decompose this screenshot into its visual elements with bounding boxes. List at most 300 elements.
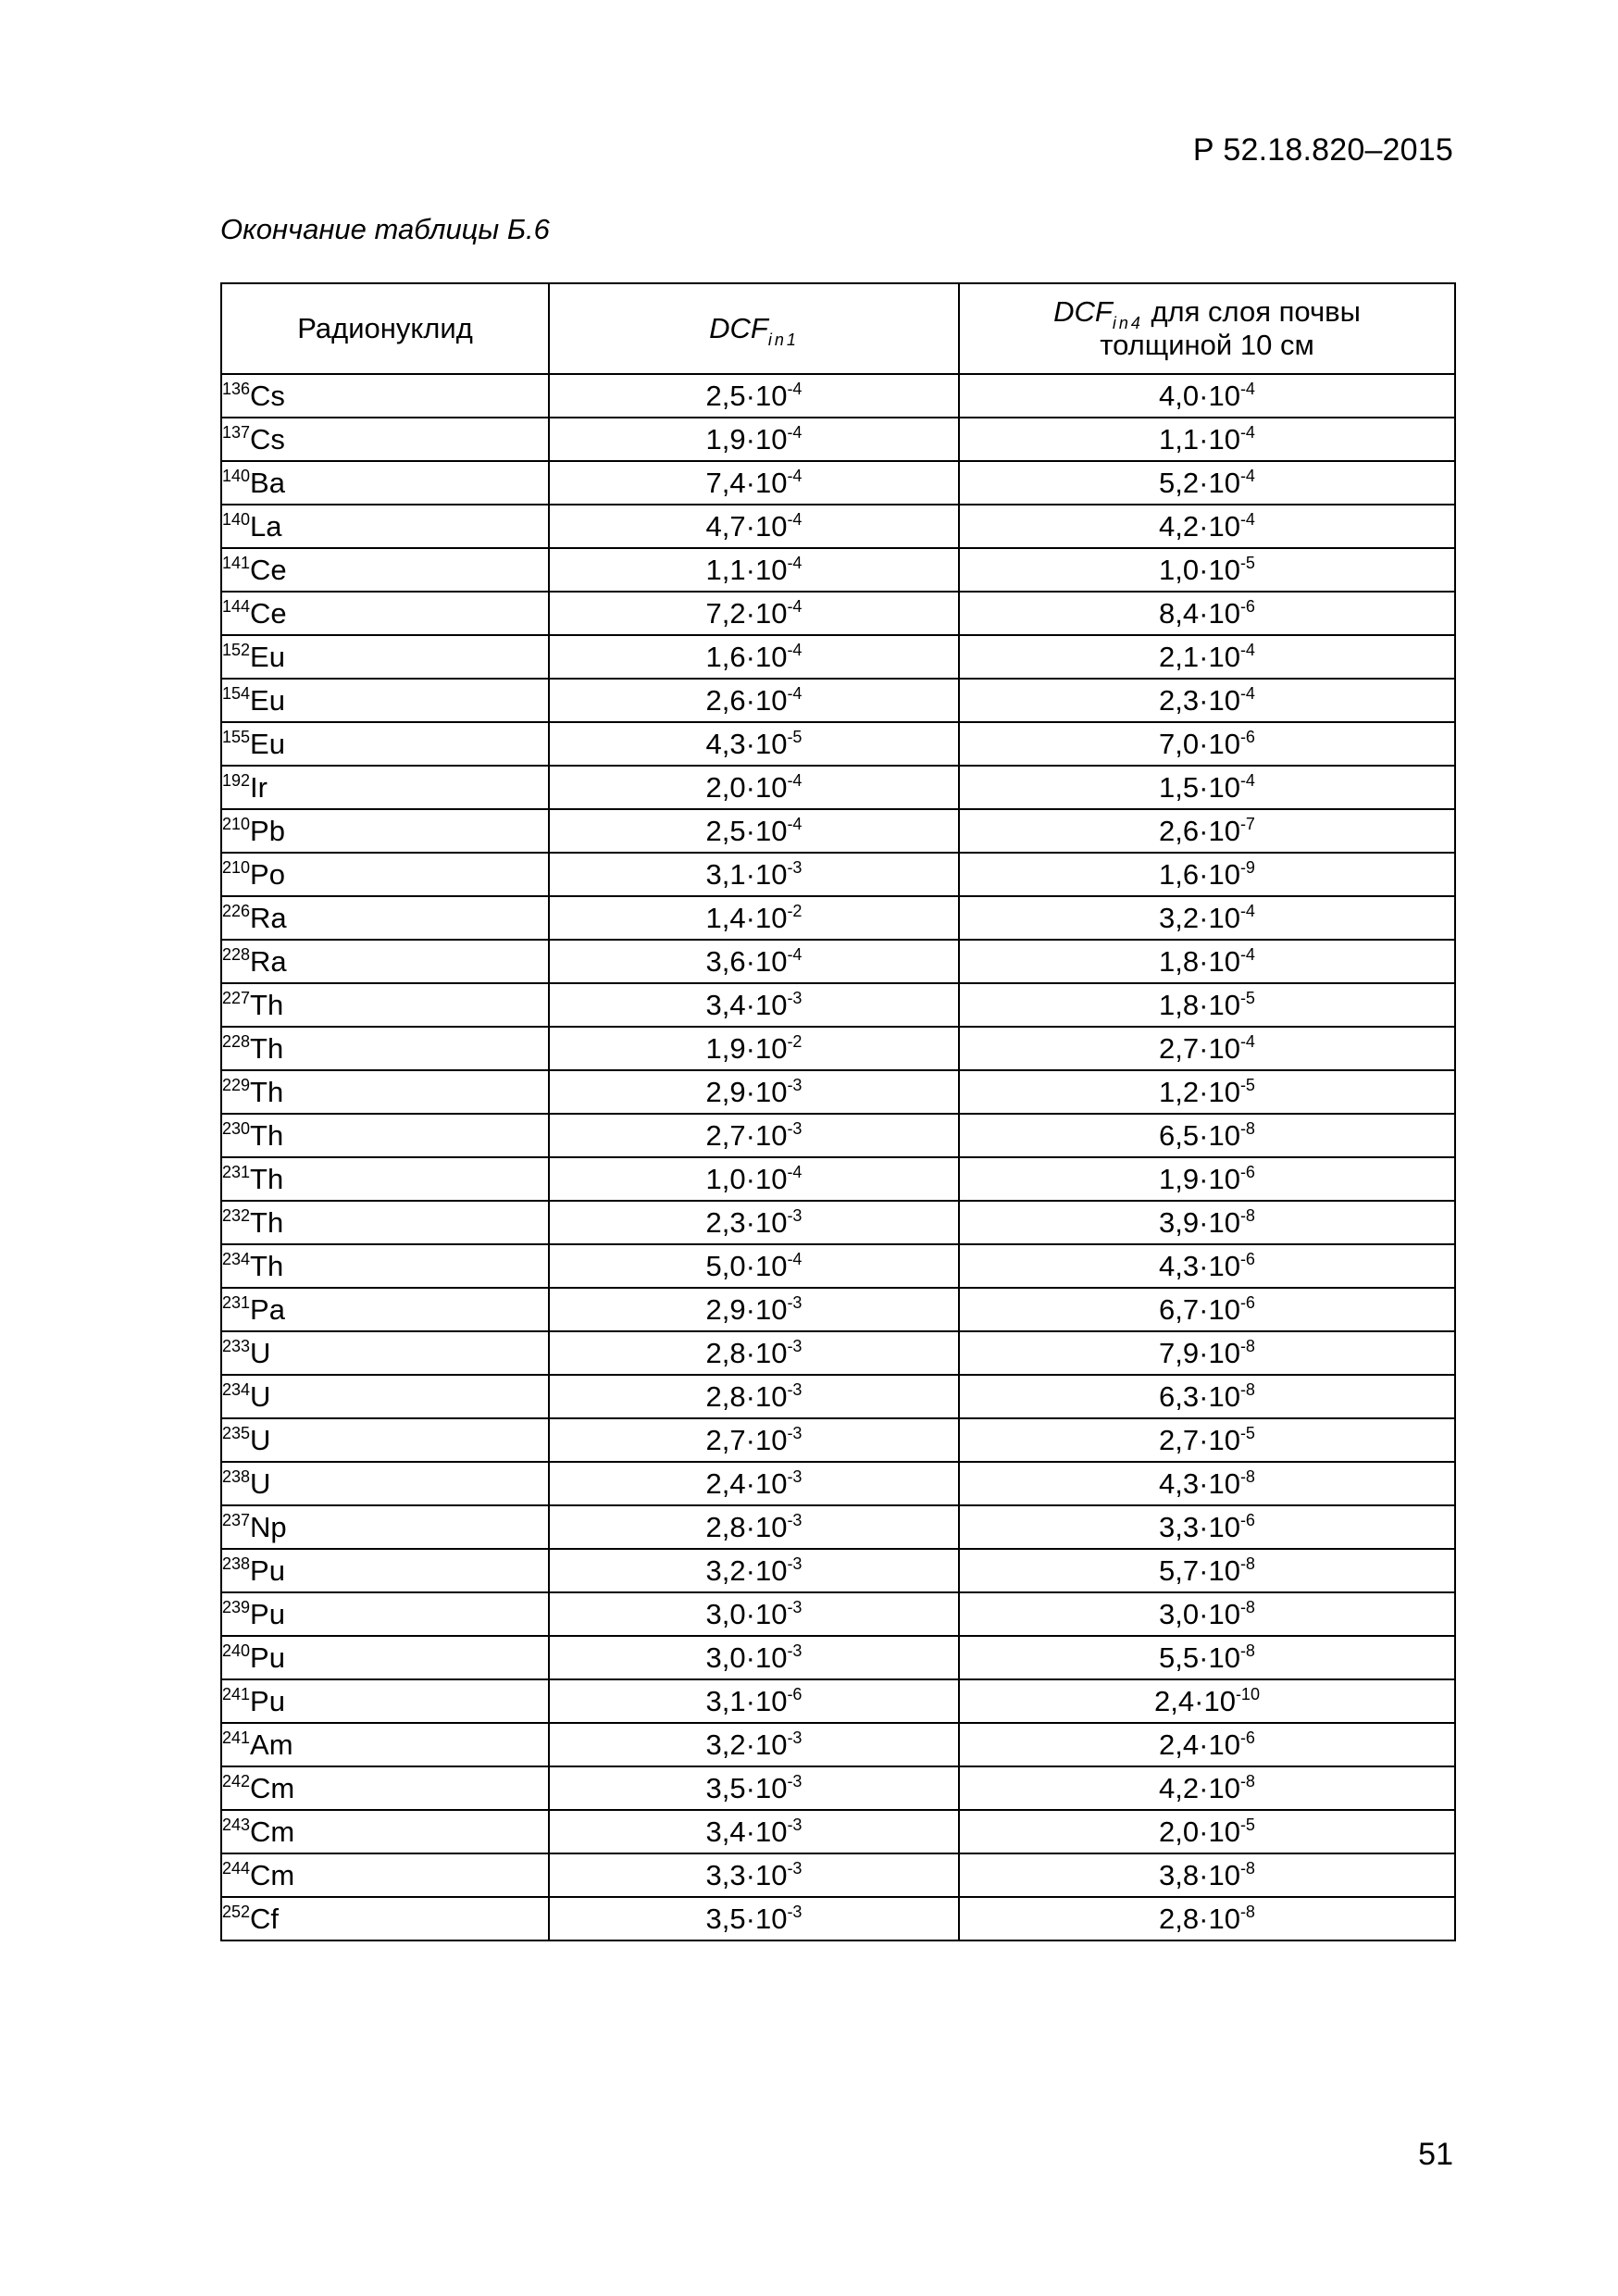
dcf-in4-cell xyxy=(959,548,1455,592)
dcf-in1-exponent: -4 xyxy=(787,684,803,703)
dcf-in1-mantissa: 2,9·10 xyxy=(705,1076,788,1108)
dcf-in1-exponent: -5 xyxy=(787,728,803,746)
radionuclide-cell xyxy=(221,1244,549,1288)
dcf-in1-exponent: -3 xyxy=(787,1293,803,1312)
dcf-in4-exponent: -8 xyxy=(1239,1772,1255,1791)
dcf-in1-mantissa: 4,3·10 xyxy=(705,728,788,760)
dcf-in1-mantissa: 1,0·10 xyxy=(705,1163,788,1195)
radionuclide-cell xyxy=(221,940,549,983)
dcf-in4-mantissa: 2,6·10 xyxy=(1159,815,1240,847)
dcf-in1-cell xyxy=(549,1897,959,1940)
mass-number: 141 xyxy=(222,554,251,572)
dcf-in1-exponent: -3 xyxy=(787,1728,803,1747)
dcf-in4-mantissa: 2,1·10 xyxy=(1159,641,1240,673)
radionuclide-cell xyxy=(221,1679,549,1723)
dcf-in4-mantissa: 3,0·10 xyxy=(1159,1598,1240,1630)
dcf-in4-cell xyxy=(959,1636,1455,1679)
dcf-in4-cell xyxy=(959,592,1455,635)
dcf-in4-mantissa: 1,8·10 xyxy=(1159,989,1240,1021)
mass-number: 242 xyxy=(222,1772,251,1791)
dcf-in1-mantissa: 2,4·10 xyxy=(705,1467,788,1500)
dcf-in4-cell xyxy=(959,1505,1455,1549)
dcf-in1-cell xyxy=(549,1157,959,1201)
dcf-in1-mantissa: 1,1·10 xyxy=(705,554,788,586)
dcf-in4-cell xyxy=(959,461,1455,505)
dcf-in4-cell xyxy=(959,1288,1455,1331)
radionuclide-cell xyxy=(221,592,549,635)
dcf-in4-exponent: -8 xyxy=(1239,1641,1255,1660)
dcf-in4-exponent: -4 xyxy=(1239,902,1255,920)
radionuclide-cell xyxy=(221,1897,549,1940)
mass-number: 140 xyxy=(222,510,251,529)
dcf-in4-mantissa: 1,5·10 xyxy=(1159,771,1240,804)
dcf-in4-cell xyxy=(959,1679,1455,1723)
element-symbol: Eu xyxy=(250,728,285,760)
table-row xyxy=(221,1157,1455,1201)
dcf-in1-mantissa: 3,4·10 xyxy=(705,1816,788,1848)
dcf-in1-mantissa: 3,5·10 xyxy=(705,1772,788,1804)
table-row xyxy=(221,1070,1455,1114)
dcf-in4-cell xyxy=(959,853,1455,896)
dcf-in4-cell xyxy=(959,1244,1455,1288)
dcf-in1-cell xyxy=(549,592,959,635)
element-symbol: Ir xyxy=(250,771,268,804)
header-dcf-in4-suffix: для слоя почвы xyxy=(1142,295,1361,328)
page-number: 51 xyxy=(1418,2137,1453,2172)
dcf-in4-mantissa: 8,4·10 xyxy=(1159,597,1240,630)
dcf-in4-exponent: -4 xyxy=(1239,423,1255,442)
mass-number: 229 xyxy=(222,1076,251,1094)
dcf-in1-mantissa: 3,2·10 xyxy=(705,1728,788,1761)
dcf-in4-exponent: -6 xyxy=(1239,1293,1255,1312)
table-row xyxy=(221,418,1455,461)
dcf-in1-cell xyxy=(549,418,959,461)
dcf-in1-cell xyxy=(549,1331,959,1375)
element-symbol: Po xyxy=(250,858,285,891)
mass-number: 192 xyxy=(222,771,251,790)
table-row xyxy=(221,1288,1455,1331)
dcf-in4-exponent: -10 xyxy=(1235,1685,1260,1703)
document-code: Р 52.18.820–2015 xyxy=(1192,132,1453,168)
dcf-in1-exponent: -2 xyxy=(787,1032,803,1051)
mass-number: 226 xyxy=(222,902,251,920)
dcf-in1-cell xyxy=(549,505,959,548)
dcf-in4-exponent: -5 xyxy=(1239,989,1255,1007)
table-row xyxy=(221,1505,1455,1549)
table-row xyxy=(221,1897,1455,1940)
mass-number: 234 xyxy=(222,1250,251,1268)
mass-number: 244 xyxy=(222,1859,251,1878)
dcf-in1-cell xyxy=(549,1244,959,1288)
dcf-in1-exponent: -3 xyxy=(787,1598,803,1616)
table-row xyxy=(221,1331,1455,1375)
radionuclide-cell xyxy=(221,1810,549,1853)
dcf-in1-cell xyxy=(549,1462,959,1505)
dcf-in4-exponent: -9 xyxy=(1239,858,1255,877)
radionuclide-cell xyxy=(221,896,549,940)
dcf-in1-exponent: -3 xyxy=(787,1424,803,1442)
dcf-in1-exponent: -3 xyxy=(787,1206,803,1225)
dcf-in4-exponent: -6 xyxy=(1239,728,1255,746)
dcf-in1-cell xyxy=(549,1070,959,1114)
radionuclide-cell xyxy=(221,1766,549,1810)
dcf-in1-mantissa: 2,8·10 xyxy=(705,1380,788,1413)
dcf-in1-exponent: -4 xyxy=(787,641,803,659)
table-caption: Окончание таблицы Б.6 xyxy=(220,213,550,245)
dcf-in4-exponent: -6 xyxy=(1239,1511,1255,1529)
element-symbol: Eu xyxy=(250,641,285,673)
element-symbol: Pu xyxy=(250,1554,285,1587)
dcf-in4-cell xyxy=(959,896,1455,940)
table-row xyxy=(221,1201,1455,1244)
table-row xyxy=(221,374,1455,418)
element-symbol: Cs xyxy=(250,423,285,455)
mass-number: 231 xyxy=(222,1163,251,1181)
mass-number: 228 xyxy=(222,1032,251,1051)
dcf-in4-cell xyxy=(959,1418,1455,1462)
dcf-in4-cell xyxy=(959,1331,1455,1375)
radionuclide-cell xyxy=(221,1462,549,1505)
radionuclide-cell xyxy=(221,679,549,722)
dcf-in1-cell xyxy=(549,548,959,592)
dcf-in1-cell xyxy=(549,1201,959,1244)
table-row xyxy=(221,1549,1455,1592)
dcf-in1-exponent: -3 xyxy=(787,1859,803,1878)
dcf-in1-mantissa: 1,6·10 xyxy=(705,641,788,673)
radionuclide-cell xyxy=(221,1157,549,1201)
dcf-in1-exponent: -4 xyxy=(787,771,803,790)
radionuclide-cell xyxy=(221,1505,549,1549)
dcf-in1-mantissa: 2,8·10 xyxy=(705,1511,788,1543)
mass-number: 238 xyxy=(222,1467,251,1486)
dcf-in4-cell xyxy=(959,1549,1455,1592)
dcf-in4-mantissa: 7,0·10 xyxy=(1159,728,1240,760)
dcf-in1-cell xyxy=(549,374,959,418)
dcf-in1-mantissa: 2,7·10 xyxy=(705,1424,788,1456)
dcf-in1-mantissa: 3,6·10 xyxy=(705,945,788,978)
dcf-in4-mantissa: 4,0·10 xyxy=(1159,380,1240,412)
dcf-in1-exponent: -6 xyxy=(787,1685,803,1703)
radionuclide-cell xyxy=(221,809,549,853)
dcf-in4-mantissa: 1,1·10 xyxy=(1159,423,1240,455)
dcf-in4-cell xyxy=(959,766,1455,809)
element-symbol: Th xyxy=(250,1032,284,1065)
dcf-in4-mantissa: 6,3·10 xyxy=(1159,1380,1240,1413)
dcf-in1-cell xyxy=(549,1418,959,1462)
dcf-in4-cell xyxy=(959,1592,1455,1636)
dcf-in4-cell xyxy=(959,418,1455,461)
mass-number: 235 xyxy=(222,1424,251,1442)
element-symbol: Np xyxy=(250,1511,287,1543)
dcf-in1-cell xyxy=(549,1679,959,1723)
dcf-in4-exponent: -6 xyxy=(1239,1250,1255,1268)
dcf-in4-exponent: -8 xyxy=(1239,1598,1255,1616)
dcf-in1-exponent: -4 xyxy=(787,554,803,572)
dcf-in1-cell xyxy=(549,1375,959,1418)
dcf-in4-mantissa: 2,0·10 xyxy=(1159,1816,1240,1848)
dcf-in1-cell xyxy=(549,1636,959,1679)
radionuclide-cell xyxy=(221,722,549,766)
dcf-in1-exponent: -4 xyxy=(787,510,803,529)
dcf-in4-cell xyxy=(959,1201,1455,1244)
mass-number: 238 xyxy=(222,1554,251,1573)
table-row xyxy=(221,766,1455,809)
mass-number: 239 xyxy=(222,1598,251,1616)
radionuclide-cell xyxy=(221,1549,549,1592)
table-row xyxy=(221,1592,1455,1636)
dcf-in4-cell xyxy=(959,1723,1455,1766)
dcf-in1-mantissa: 3,0·10 xyxy=(705,1641,788,1674)
element-symbol: Eu xyxy=(250,684,285,717)
radionuclide-cell xyxy=(221,1375,549,1418)
dcf-in4-exponent: -4 xyxy=(1239,945,1255,964)
element-symbol: Ba xyxy=(250,467,285,499)
mass-number: 144 xyxy=(222,597,251,616)
element-symbol: Th xyxy=(250,989,284,1021)
dcf-in1-exponent: -3 xyxy=(787,1467,803,1486)
dcf-in1-cell xyxy=(549,1027,959,1070)
mass-number: 155 xyxy=(222,728,251,746)
table-row xyxy=(221,1636,1455,1679)
dcf-in1-exponent: -4 xyxy=(787,945,803,964)
dcf-in1-exponent: -3 xyxy=(787,1641,803,1660)
header-dcf-in4 xyxy=(959,283,1455,374)
header-dcf-in1-main: DCF xyxy=(709,312,768,344)
table-row xyxy=(221,1418,1455,1462)
radionuclide-cell xyxy=(221,1636,549,1679)
dcf-in4-mantissa: 6,7·10 xyxy=(1159,1293,1240,1326)
dcf-in1-exponent: -4 xyxy=(787,1250,803,1268)
dcf-in1-cell xyxy=(549,461,959,505)
dcf-in4-mantissa: 5,5·10 xyxy=(1159,1641,1240,1674)
element-symbol: Cs xyxy=(250,380,285,412)
dcf-in4-exponent: -4 xyxy=(1239,510,1255,529)
radionuclide-cell xyxy=(221,1114,549,1157)
dcf-in4-mantissa: 3,3·10 xyxy=(1159,1511,1240,1543)
header-dcf-in4-main: DCF xyxy=(1053,295,1113,328)
dcf-in4-mantissa: 4,3·10 xyxy=(1159,1250,1240,1282)
dcf-in4-mantissa: 3,2·10 xyxy=(1159,902,1240,934)
element-symbol: La xyxy=(250,510,282,543)
table-row xyxy=(221,1853,1455,1897)
dcf-in4-mantissa: 4,3·10 xyxy=(1159,1467,1240,1500)
dcf-in4-exponent: -8 xyxy=(1239,1206,1255,1225)
table-row xyxy=(221,1723,1455,1766)
element-symbol: Ra xyxy=(250,902,287,934)
dcf-in4-mantissa: 4,2·10 xyxy=(1159,510,1240,543)
dcf-in1-cell xyxy=(549,1505,959,1549)
dcf-in1-cell xyxy=(549,722,959,766)
dcf-in4-cell xyxy=(959,809,1455,853)
table-row xyxy=(221,1114,1455,1157)
dcf-in1-mantissa: 2,7·10 xyxy=(705,1119,788,1152)
dcf-in1-exponent: -3 xyxy=(787,1554,803,1573)
dcf-in1-cell xyxy=(549,1853,959,1897)
dcf-in1-exponent: -4 xyxy=(787,1163,803,1181)
element-symbol: Th xyxy=(250,1250,284,1282)
element-symbol: Pu xyxy=(250,1685,285,1717)
radionuclide-cell xyxy=(221,1592,549,1636)
dcf-in4-mantissa: 1,0·10 xyxy=(1159,554,1240,586)
dcf-in1-mantissa: 2,5·10 xyxy=(705,815,788,847)
dcf-in1-mantissa: 5,0·10 xyxy=(705,1250,788,1282)
dcf-in1-mantissa: 1,9·10 xyxy=(705,423,788,455)
dcf-in4-mantissa: 2,7·10 xyxy=(1159,1032,1240,1065)
radionuclide-cell xyxy=(221,1723,549,1766)
dcf-in1-exponent: -4 xyxy=(787,467,803,485)
dcf-in4-cell xyxy=(959,1114,1455,1157)
dcf-in4-cell xyxy=(959,1766,1455,1810)
header-row xyxy=(221,283,1455,374)
mass-number: 227 xyxy=(222,989,251,1007)
dcf-in4-mantissa: 1,8·10 xyxy=(1159,945,1240,978)
table-row xyxy=(221,722,1455,766)
table-row xyxy=(221,1462,1455,1505)
table-row xyxy=(221,896,1455,940)
radionuclide-cell xyxy=(221,1331,549,1375)
element-symbol: Cm xyxy=(250,1772,295,1804)
dcf-in1-cell xyxy=(549,1766,959,1810)
dcf-in1-cell xyxy=(549,940,959,983)
mass-number: 154 xyxy=(222,684,251,703)
dcf-in1-cell xyxy=(549,809,959,853)
dcf-in1-mantissa: 4,7·10 xyxy=(705,510,788,543)
dcf-in1-exponent: -2 xyxy=(787,902,803,920)
dcf-in1-cell xyxy=(549,1592,959,1636)
element-symbol: Am xyxy=(250,1728,293,1761)
dcf-in4-mantissa: 3,9·10 xyxy=(1159,1206,1240,1239)
mass-number: 233 xyxy=(222,1337,251,1355)
element-symbol: Th xyxy=(250,1119,284,1152)
element-symbol: Pu xyxy=(250,1598,285,1630)
dcf-in1-mantissa: 2,5·10 xyxy=(705,380,788,412)
dcf-in4-mantissa: 2,4·10 xyxy=(1154,1685,1236,1717)
mass-number: 252 xyxy=(222,1903,251,1921)
table-row xyxy=(221,1679,1455,1723)
dcf-in1-mantissa: 2,6·10 xyxy=(705,684,788,717)
dcf-in4-mantissa: 2,4·10 xyxy=(1159,1728,1240,1761)
dcf-in4-mantissa: 2,3·10 xyxy=(1159,684,1240,717)
dcf-in1-exponent: -4 xyxy=(787,380,803,398)
dcf-in4-cell xyxy=(959,1070,1455,1114)
dcf-in4-mantissa: 4,2·10 xyxy=(1159,1772,1240,1804)
header-dcf-in1 xyxy=(549,283,959,374)
radionuclide-cell xyxy=(221,1853,549,1897)
dcf-in4-exponent: -4 xyxy=(1239,684,1255,703)
dcf-in1-cell xyxy=(549,766,959,809)
dcf-in4-exponent: -8 xyxy=(1239,1467,1255,1486)
dcf-in1-mantissa: 1,4·10 xyxy=(705,902,788,934)
dcf-in4-cell xyxy=(959,1375,1455,1418)
table-body xyxy=(221,374,1455,1940)
dcf-in4-mantissa: 7,9·10 xyxy=(1159,1337,1240,1369)
dcf-in4-exponent: -5 xyxy=(1239,1816,1255,1834)
radionuclide-cell xyxy=(221,548,549,592)
header-dcf-in1-sub: in1 xyxy=(767,331,799,349)
header-radionuclide: Радионуклид xyxy=(221,283,549,374)
dcf-in1-cell xyxy=(549,1810,959,1853)
dcf-in1-mantissa: 2,3·10 xyxy=(705,1206,788,1239)
dcf-in4-mantissa: 1,9·10 xyxy=(1159,1163,1240,1195)
dcf-in4-mantissa: 3,8·10 xyxy=(1159,1859,1240,1891)
element-symbol: Pb xyxy=(250,815,285,847)
mass-number: 140 xyxy=(222,467,251,485)
element-symbol: Ra xyxy=(250,945,287,978)
element-symbol: U xyxy=(250,1380,271,1413)
dcf-in4-cell xyxy=(959,1462,1455,1505)
radionuclide-cell xyxy=(221,983,549,1027)
element-symbol: U xyxy=(250,1467,271,1500)
element-symbol: Th xyxy=(250,1206,284,1239)
dcf-in1-mantissa: 3,5·10 xyxy=(705,1903,788,1935)
element-symbol: Cm xyxy=(250,1859,295,1891)
dcf-in1-mantissa: 3,0·10 xyxy=(705,1598,788,1630)
dcf-in1-exponent: -4 xyxy=(787,597,803,616)
dcf-table xyxy=(220,282,1456,1941)
dcf-in4-cell xyxy=(959,1157,1455,1201)
dcf-in4-cell xyxy=(959,635,1455,679)
table-row xyxy=(221,940,1455,983)
element-symbol: Cf xyxy=(250,1903,280,1935)
dcf-in4-cell xyxy=(959,679,1455,722)
dcf-in4-cell xyxy=(959,505,1455,548)
dcf-in1-exponent: -3 xyxy=(787,1772,803,1791)
table-row xyxy=(221,505,1455,548)
dcf-in4-exponent: -8 xyxy=(1239,1554,1255,1573)
element-symbol: Pa xyxy=(250,1293,285,1326)
radionuclide-cell xyxy=(221,505,549,548)
dcf-in4-cell xyxy=(959,1853,1455,1897)
element-symbol: Th xyxy=(250,1076,284,1108)
mass-number: 241 xyxy=(222,1685,251,1703)
dcf-in4-mantissa: 1,6·10 xyxy=(1159,858,1240,891)
dcf-in1-exponent: -3 xyxy=(787,1903,803,1921)
mass-number: 240 xyxy=(222,1641,251,1660)
dcf-in1-mantissa: 1,9·10 xyxy=(705,1032,788,1065)
dcf-in4-mantissa: 6,5·10 xyxy=(1159,1119,1240,1152)
dcf-in1-exponent: -3 xyxy=(787,1119,803,1138)
dcf-in4-exponent: -8 xyxy=(1239,1380,1255,1399)
dcf-in4-exponent: -5 xyxy=(1239,554,1255,572)
dcf-in4-exponent: -4 xyxy=(1239,771,1255,790)
element-symbol: Ce xyxy=(250,554,287,586)
dcf-in1-exponent: -4 xyxy=(787,423,803,442)
dcf-in4-exponent: -6 xyxy=(1239,597,1255,616)
dcf-in1-cell xyxy=(549,679,959,722)
element-symbol: U xyxy=(250,1337,271,1369)
dcf-in1-cell xyxy=(549,1114,959,1157)
dcf-in1-exponent: -3 xyxy=(787,989,803,1007)
dcf-in4-exponent: -7 xyxy=(1239,815,1255,833)
dcf-in4-mantissa: 5,2·10 xyxy=(1159,467,1240,499)
dcf-in1-cell xyxy=(549,896,959,940)
dcf-in4-mantissa: 1,2·10 xyxy=(1159,1076,1240,1108)
dcf-in1-exponent: -3 xyxy=(787,1337,803,1355)
mass-number: 243 xyxy=(222,1816,251,1834)
table-row xyxy=(221,1027,1455,1070)
dcf-in4-exponent: -6 xyxy=(1239,1728,1255,1747)
mass-number: 210 xyxy=(222,815,251,833)
dcf-in1-exponent: -3 xyxy=(787,1511,803,1529)
radionuclide-cell xyxy=(221,853,549,896)
mass-number: 231 xyxy=(222,1293,251,1312)
dcf-in4-cell xyxy=(959,374,1455,418)
table-row xyxy=(221,548,1455,592)
dcf-in1-exponent: -3 xyxy=(787,1816,803,1834)
radionuclide-cell xyxy=(221,374,549,418)
table-row xyxy=(221,1810,1455,1853)
table-row xyxy=(221,1375,1455,1418)
